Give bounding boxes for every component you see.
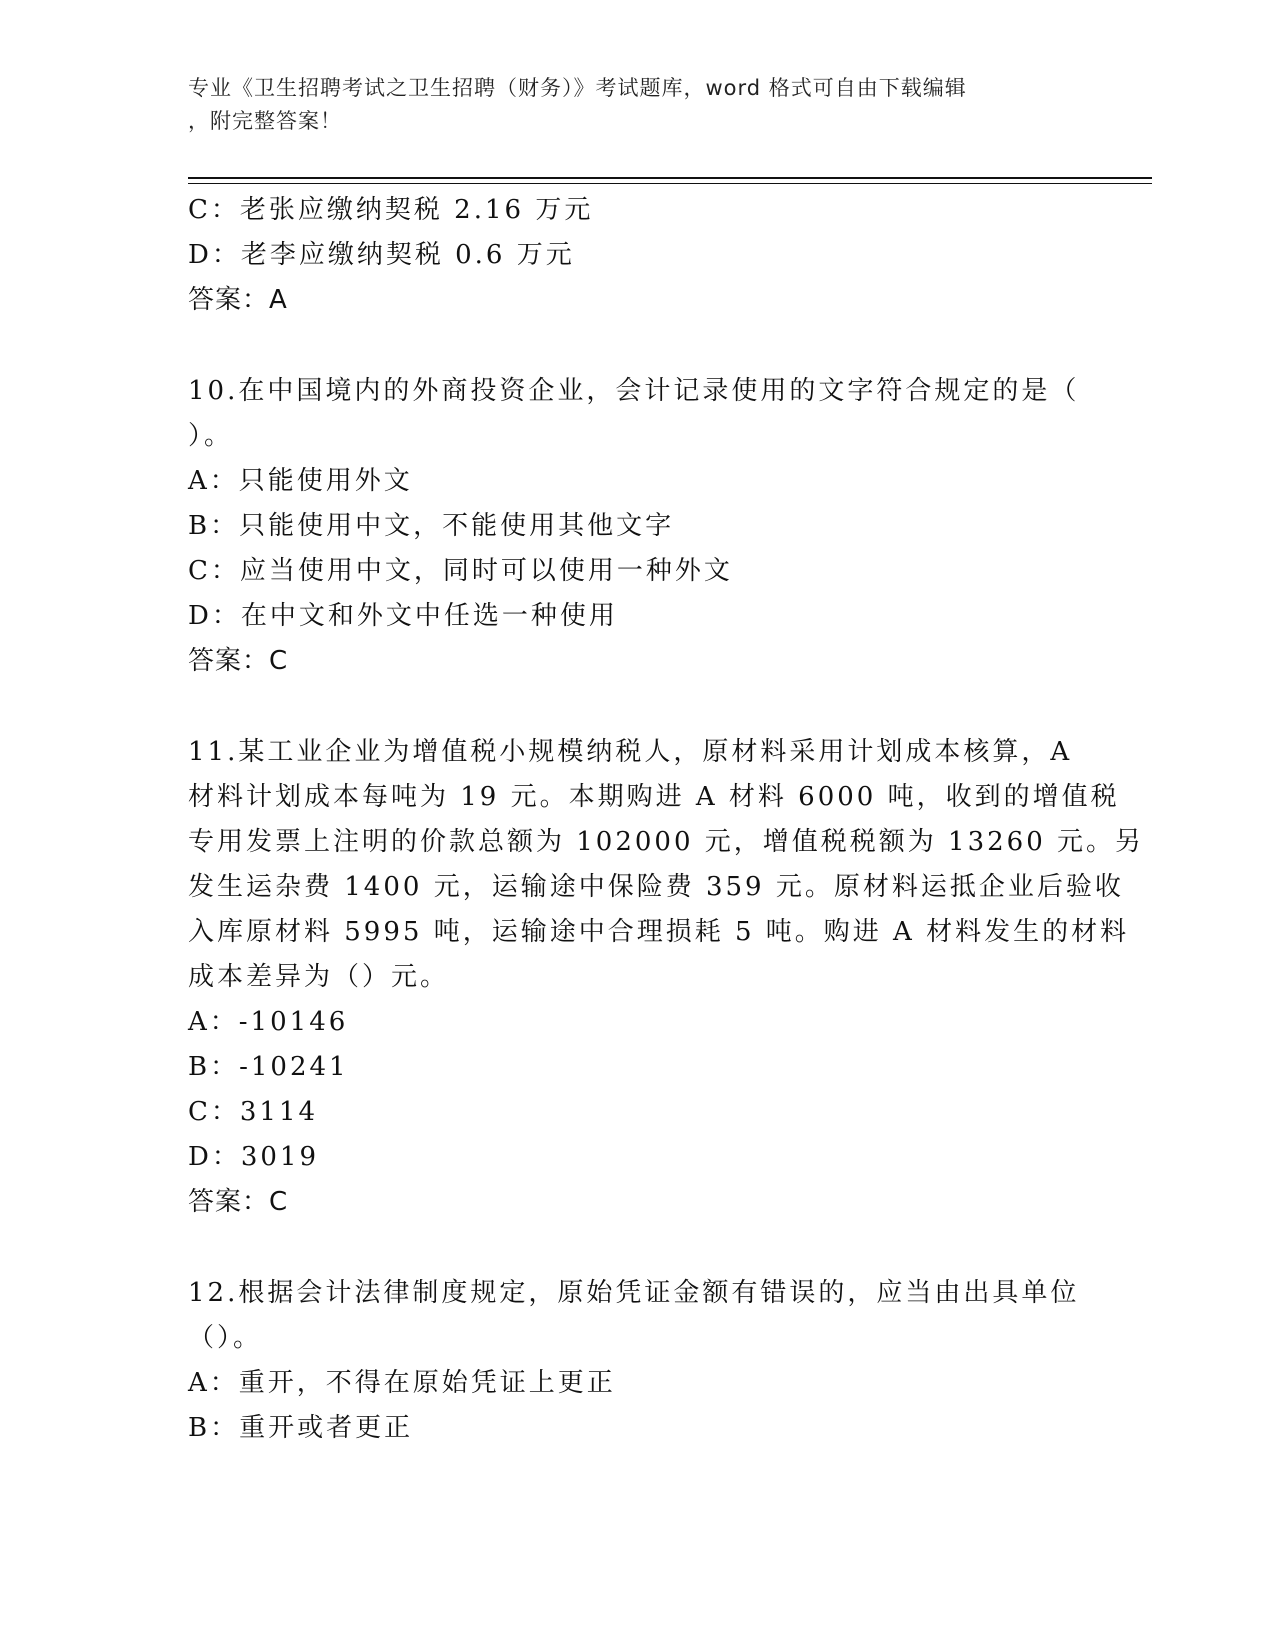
option-d: D：老李应缴纳契税 0.6 万元 (188, 240, 575, 270)
header-divider-thin (188, 183, 1152, 184)
header-line: 专业《卫生招聘考试之卫生招聘（财务）》考试题库，word 格式可自由下载编辑 (188, 76, 967, 100)
answer-line: 答案：C (188, 646, 289, 676)
option-b: B：只能使用中文，不能使用其他文字 (188, 511, 675, 541)
question-9-tail (188, 188, 1088, 323)
question-stem: 发生运杂费 1400 元，运输途中保险费 359 元。原材料运抵企业后验收 (188, 872, 1124, 902)
spacer (188, 323, 1088, 369)
question-11 (188, 730, 1145, 1225)
answer-line: 答案：C (188, 1187, 289, 1217)
question-stem: 12.根据会计法律制度规定，原始凭证金额有错误的，应当由出具单位 (188, 1278, 1080, 1308)
question-stem: 成本差异为（）元。 (188, 962, 450, 992)
option-d: D：3019 (188, 1142, 320, 1172)
option-b: B：-10241 (188, 1052, 349, 1082)
question-stem: （）。 (188, 1323, 263, 1353)
question-stem: 专用发票上注明的价款总额为 102000 元，增值税税额为 13260 元。另 (188, 827, 1145, 857)
question-12 (188, 1271, 1088, 1451)
option-b: B：重开或者更正 (188, 1413, 414, 1443)
option-c: C：3114 (188, 1097, 319, 1127)
header-line: ，附完整答案！ (188, 109, 342, 133)
option-a: A：只能使用外文 (188, 466, 413, 496)
question-stem: 材料计划成本每吨为 19 元。本期购进 A 材料 6000 吨，收到的增值税 (188, 782, 1120, 812)
question-10 (188, 369, 1088, 684)
question-stem: 10.在中国境内的外商投资企业，会计记录使用的文字符合规定的是（ (188, 376, 1080, 406)
spacer (188, 684, 1088, 730)
question-stem: ）。 (188, 421, 234, 451)
option-a: A：-10146 (188, 1007, 349, 1037)
spacer (188, 1225, 1088, 1271)
question-stem: 11.某工业企业为增值税小规模纳税人，原材料采用计划成本核算，A (188, 737, 1073, 767)
option-a: A：重开，不得在原始凭证上更正 (188, 1368, 616, 1398)
option-c: C：老张应缴纳契税 2.16 万元 (188, 195, 594, 225)
answer-line: 答案：A (188, 285, 288, 315)
header-divider (188, 177, 1152, 179)
document-header (188, 72, 1068, 138)
question-list (188, 188, 1145, 1451)
option-c: C：应当使用中文，同时可以使用一种外文 (188, 556, 733, 586)
question-stem: 入库原材料 5995 吨，运输途中合理损耗 5 吨。购进 A 材料发生的材料 (188, 917, 1130, 947)
option-d: D：在中文和外文中任选一种使用 (188, 601, 618, 631)
